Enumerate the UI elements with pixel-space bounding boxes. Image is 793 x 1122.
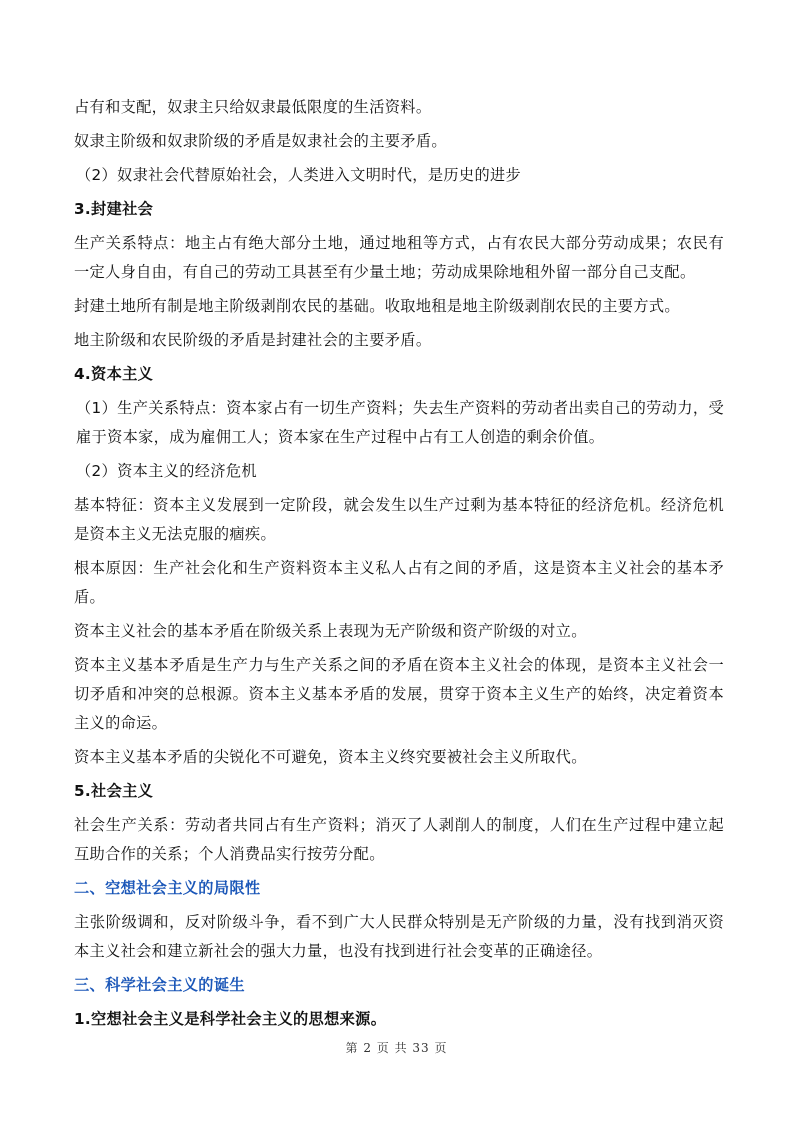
paragraph: （2）资本主义的经济危机 [76, 462, 257, 480]
paragraph: 资本主义基本矛盾的尖锐化不可避免，资本主义终究要被社会主义所取代。 [74, 748, 587, 766]
page-content [74, 93, 724, 1039]
section-heading: 1.空想社会主义是科学社会主义的思想来源。 [74, 1010, 387, 1028]
paragraph: 社会生产关系：劳动者共同占有生产资料；消灭了人剥削人的制度，人们在生产过程中建立起互助合作的关系；个人消费品实行按劳分配。 [74, 816, 724, 863]
chapter-heading: 三、科学社会主义的诞生 [74, 976, 245, 994]
paragraph: 主张阶级调和，反对阶级斗争，看不到广大人民群众特别是无产阶级的力量，没有找到消灭资本主义社会和建立新社会的强大力量，也没有找到进行社会变革的正确途径。 [74, 913, 724, 960]
chapter-heading: 二、空想社会主义的局限性 [74, 879, 261, 897]
paragraph: 奴隶主阶级和奴隶阶级的矛盾是奴隶社会的主要矛盾。 [74, 132, 447, 150]
section-heading: 4.资本主义 [74, 365, 154, 383]
section-heading: 5.社会主义 [74, 782, 154, 800]
paragraph: 封建土地所有制是地主阶级剥削农民的基础。收取地租是地主阶级剥削农民的主要方式。 [74, 297, 680, 315]
paragraph: 资本主义社会的基本矛盾在阶级关系上表现为无产阶级和资产阶级的对立。 [74, 622, 587, 640]
paragraph: 生产关系特点：地主占有绝大部分土地，通过地租等方式，占有农民大部分劳动成果；农民有一定人身自由，有自己的劳动工具甚至有少量土地；劳动成果除地租外留一部分自己支配。 [74, 234, 724, 281]
paragraph: 占有和支配，奴隶主只给奴隶最低限度的生活资料。 [74, 98, 432, 116]
section-heading: 3.封建社会 [74, 200, 154, 218]
paragraph: 根本原因：生产社会化和生产资料资本主义私人占有之间的矛盾，这是资本主义社会的基本矛盾。 [74, 559, 724, 606]
paragraph: 地主阶级和农民阶级的矛盾是封建社会的主要矛盾。 [74, 331, 432, 349]
paragraph: （2）奴隶社会代替原始社会，人类进入文明时代，是历史的进步 [76, 166, 522, 184]
page-number-footer: 第 2 页 共 33 页 [345, 1041, 448, 1055]
paragraph: 资本主义基本矛盾是生产力与生产关系之间的矛盾在资本主义社会的体现，是资本主义社会一切矛盾和冲突的总根源。资本主义基本矛盾的发展，贯穿于资本主义生产的始终，决定着资本主义的命运。 [74, 656, 724, 732]
paragraph: （1）生产关系特点：资本家占有一切生产资料；失去生产资料的劳动者出卖自己的劳动力，受雇于资本家，成为雇佣工人；资本家在生产过程中占有工人创造的剩余价值。 [76, 399, 724, 446]
paragraph: 基本特征：资本主义发展到一定阶段，就会发生以生产过剩为基本特征的经济危机。经济危机是资本主义无法克服的痼疾。 [74, 496, 724, 543]
